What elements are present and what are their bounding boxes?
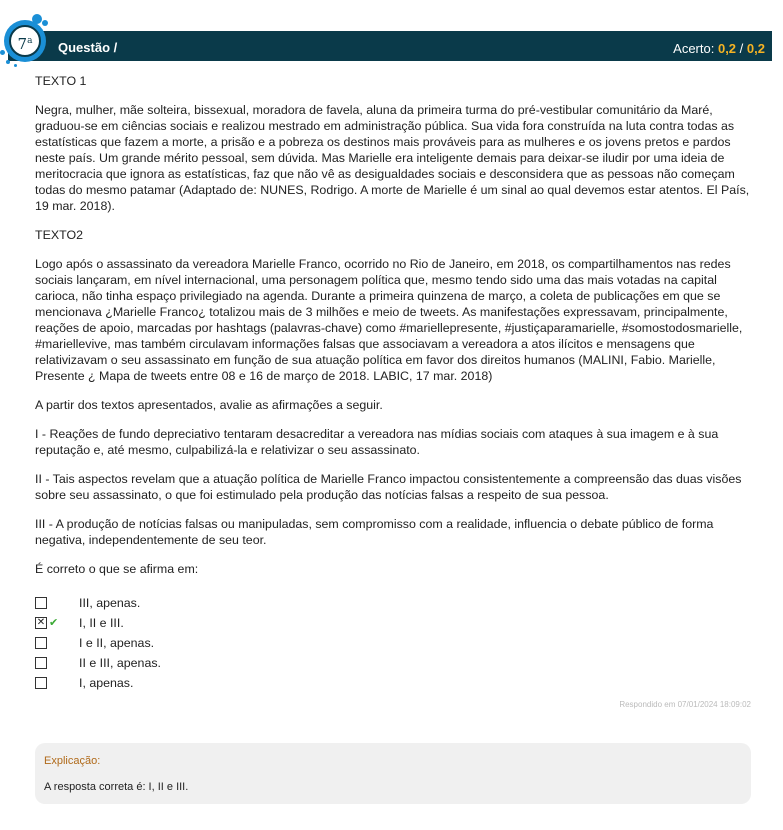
question-number-suffix: a — [27, 36, 33, 46]
statement-2: II - Tais aspectos revelam que a atuação política de Marielle Franco impactou consistentemente a compreensão das duas visões sobre seu assassinato, o que foi estimulado pela produção das notícias falsas a respeito de sua pessoa. — [35, 472, 742, 502]
score-label: Acerto: — [673, 41, 715, 56]
question-prompt: É correto o que se afirma em: — [35, 562, 199, 576]
instruction: A partir dos textos apresentados, avalie as afirmações a seguir. — [35, 398, 383, 412]
statement-3: III - A produção de notícias falsas ou manipuladas, sem compromisso com a realidade, influencia o debate público de forma negativa, independentemente de seu teor. — [35, 517, 714, 547]
question-number: 7 — [17, 35, 28, 53]
question-title: Questão / — [58, 40, 118, 55]
question-text — [35, 73, 750, 590]
option-checkbox[interactable] — [35, 637, 47, 649]
statement-1: I - Reações de fundo depreciativo tentaram desacreditar a vereadora nas mídias sociais com ataques à sua imagem e à sua reputação e, até mesmo, culpabilizá-la e relativizar o seu assassinato. — [35, 427, 719, 457]
score-obtained: 0,2 — [717, 41, 737, 56]
option-checkbox[interactable] — [35, 677, 47, 689]
text1-heading: TEXTO 1 — [35, 74, 87, 88]
option-label: I e II, apenas. — [79, 636, 155, 650]
text1-body: Negra, mulher, mãe solteira, bissexual, moradora de favela, aluna da primeira turma do pré-vestibular comunitário da Maré, graduou-se em ciências sociais e realizou mestrado em administração pública. Sua vida fora construída na luta contra todas as estatísticas que fazem a morte, a prisão e a pobreza os destinos mais prováveis para as mulheres e os jovens pretos e pardos neste país. Um grande mérito pessoal, sem dúvida. Mas Marielle era inteligente demais para deixar-se iludir por uma ideia de meritocracia que ignora as estatísticas, faz que não vê as desigualdades sociais e desconsidera que as pessoas não começam todas do mesmo patamar (Adaptado de: NUNES, Rodrigo. A morte de Marielle é um sinal ao qual devemos estar atentos. El País, 19 mar. 2018). — [35, 103, 750, 213]
score-separator: / — [739, 41, 744, 56]
correct-check-icon: ✔ — [49, 617, 59, 629]
text2-body: Logo após o assassinato da vereadora Marielle Franco, ocorrido no Rio de Janeiro, em 2018, os compartilhamentos nas redes sociais lançaram, em nível internacional, uma personagem política que, mesmo tendo sido uma das mais votadas na capital carioca, não tinha espaço privilegiado na agenda. Durante a primeira quinzena de março, a coleta de publicações em que se mencionava ¿Marielle Franco¿ totalizou mais de 3 milhões e meio de tweets. As manifestações expressavam, principalmente, reações de apoio, marcadas por hashtags (palavras-chave) como #mariellepresente, #justiçaparamarielle, #somostodosmarielle, #mariellevive, mas também circulavam informações falsas que associavam a vereadora a atos ilícitos e mensagens que relativizavam o seu assassinato em função de sua atuação política em favor dos direitos humanos (MALINI, Fabio. Marielle, Presente ¿ Mapa de tweets entre 08 e 16 de março de 2018. LABIC, 17 mar. 2018) — [35, 257, 743, 383]
option-label: I, apenas. — [79, 676, 134, 690]
answered-timestamp: Respondido em 07/01/2024 18:09:02 — [619, 700, 751, 709]
option-label: II e III, apenas. — [79, 656, 161, 670]
question-number-badge — [0, 14, 56, 70]
option-checkbox-checked[interactable]: ✕ — [36, 617, 46, 628]
option-checkbox[interactable] — [35, 657, 47, 669]
option-label: III, apenas. — [79, 596, 141, 610]
text2-heading: TEXTO2 — [35, 228, 83, 242]
option-checkbox[interactable] — [35, 597, 47, 609]
explanation-title: Explicação: — [44, 755, 101, 767]
option-label: I, II e III. — [79, 616, 124, 630]
question-header-bar — [8, 31, 772, 61]
score — [673, 41, 765, 56]
explanation-panel — [35, 743, 751, 804]
score-total: 0,2 — [746, 41, 765, 56]
explanation-text: A resposta correta é: I, II e III. — [44, 781, 189, 793]
